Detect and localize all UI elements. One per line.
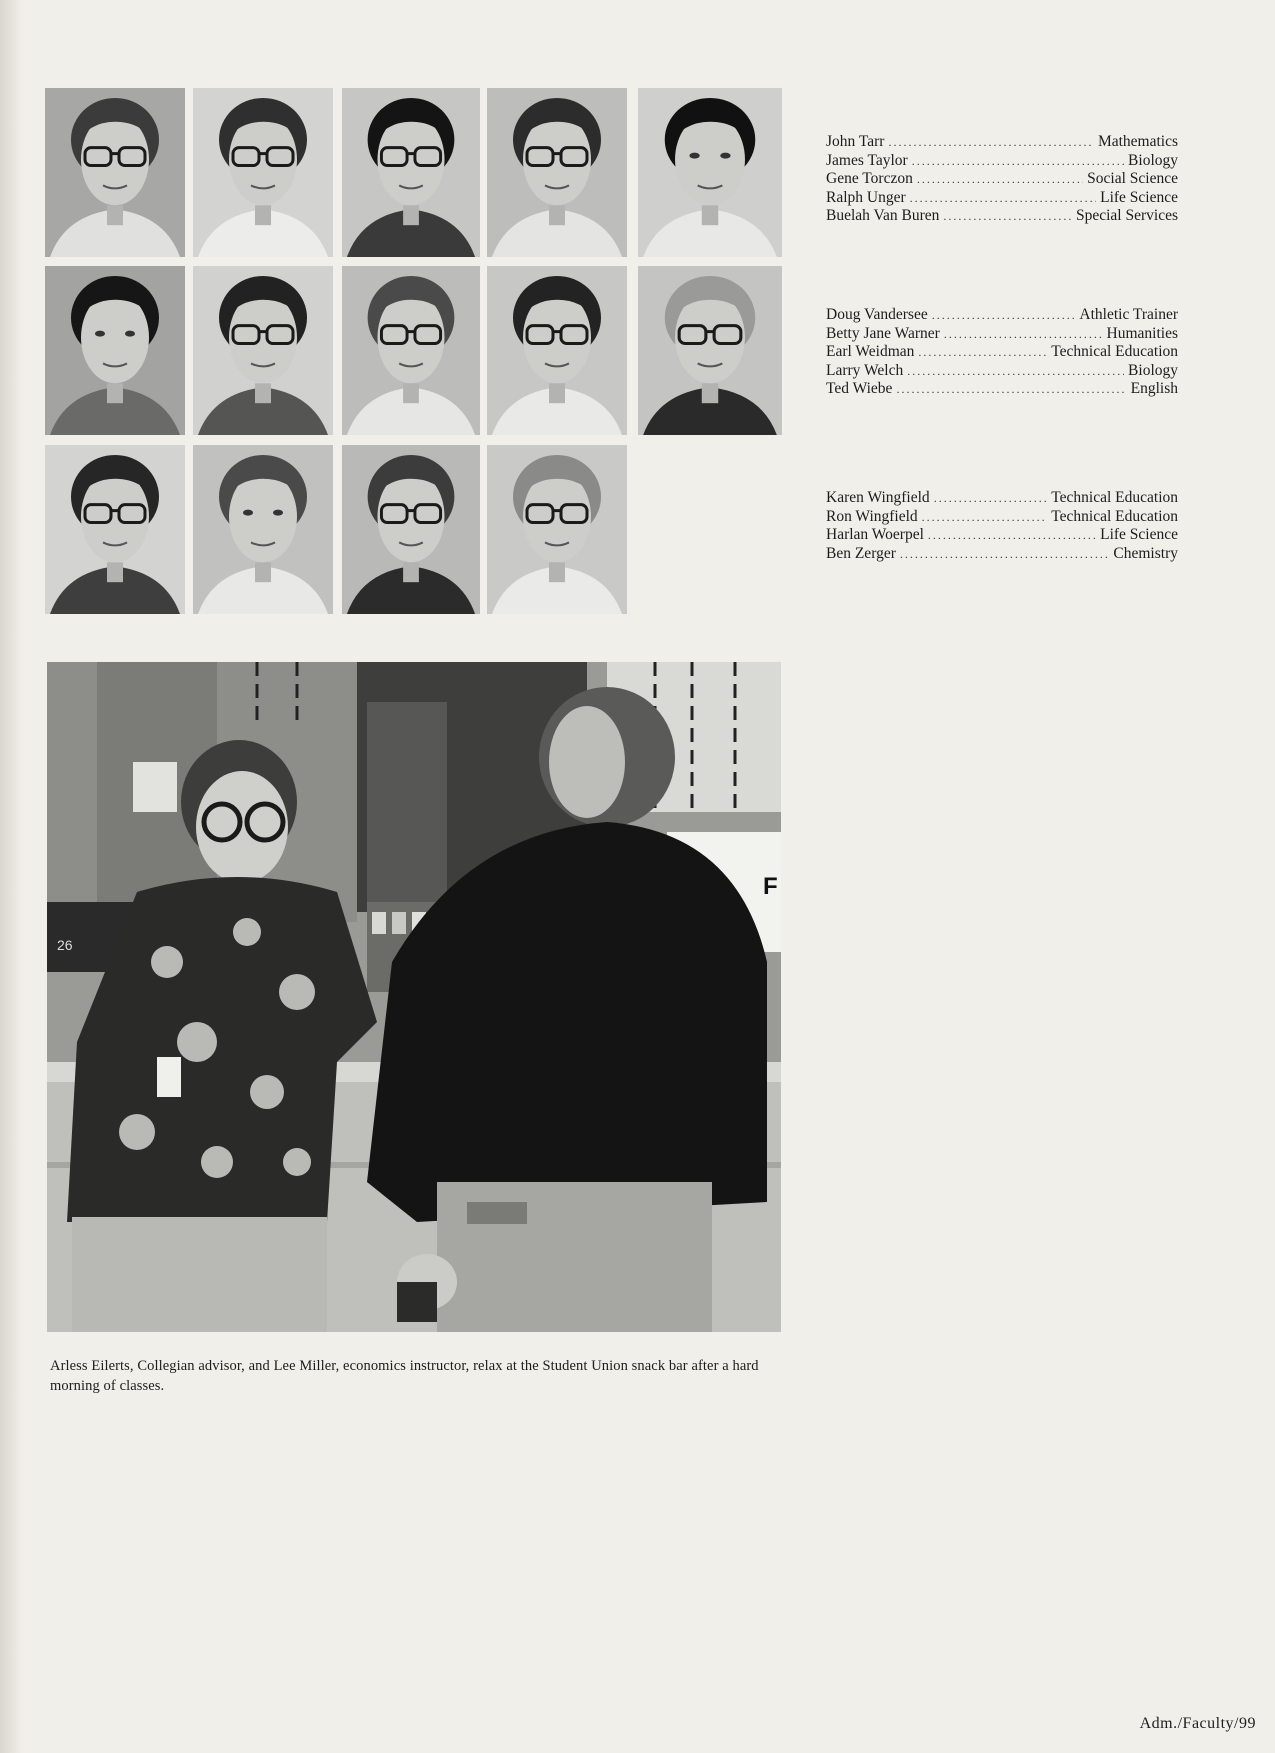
- roster-group: [826, 306, 1178, 399]
- roster-entry: [826, 306, 1178, 325]
- faculty-portrait: [487, 88, 627, 257]
- leader-dots: [943, 207, 1072, 226]
- leader-dots: [888, 133, 1093, 152]
- faculty-department: Chemistry: [1113, 544, 1178, 562]
- faculty-name: Betty Jane Warner: [826, 324, 940, 342]
- leader-dots: [912, 152, 1124, 171]
- faculty-name: Karen Wingfield: [826, 489, 930, 506]
- faculty-portrait: [342, 445, 480, 614]
- roster-entry: [826, 152, 1178, 171]
- photo-caption: Arless Eilerts, Collegian advisor, and Lee Miller, economics instructor, relax at the Student Union snack bar after a hard morning of classes.: [50, 1358, 759, 1394]
- faculty-department: English: [1130, 380, 1178, 397]
- faculty-portrait: [193, 88, 333, 257]
- faculty-portrait: [638, 266, 782, 435]
- roster-entry: [826, 170, 1178, 189]
- leader-dots: [917, 170, 1083, 189]
- roster-entry: [826, 207, 1178, 226]
- roster-group: [826, 133, 1178, 226]
- leader-dots: [900, 545, 1110, 564]
- roster-group: [826, 489, 1178, 563]
- leader-dots: [932, 306, 1076, 325]
- leader-dots: [928, 526, 1096, 545]
- faculty-department: Mathematics: [1097, 133, 1178, 150]
- faculty-portrait: [638, 88, 782, 257]
- roster-entry: [826, 133, 1178, 152]
- leader-dots: [934, 489, 1048, 508]
- faculty-name: Buelah Van Buren: [826, 207, 940, 224]
- faculty-name: Doug Vandersee: [826, 306, 928, 323]
- faculty-department: Special Services: [1075, 207, 1178, 224]
- roster-entry: [826, 325, 1178, 344]
- faculty-department: Social Science: [1087, 170, 1178, 187]
- faculty-department: Technical Education: [1051, 343, 1178, 360]
- faculty-portrait: [193, 266, 333, 435]
- faculty-name: John Tarr: [826, 133, 885, 150]
- roster-entry: [826, 489, 1178, 508]
- faculty-department: Technical Education: [1051, 489, 1178, 506]
- faculty-department: Athletic Trainer: [1079, 306, 1178, 323]
- roster-entry: [826, 526, 1178, 545]
- counter-sign-letter: F: [763, 873, 778, 900]
- roster-entry: [826, 343, 1178, 362]
- leader-dots: [907, 362, 1124, 381]
- roster-entry: [826, 362, 1178, 381]
- faculty-department: Biology: [1128, 361, 1178, 379]
- leader-dots: [922, 508, 1048, 527]
- leader-dots: [918, 343, 1047, 362]
- faculty-department: Life Science: [1100, 526, 1178, 543]
- leader-dots: [910, 189, 1096, 208]
- faculty-portrait: [487, 266, 627, 435]
- faculty-name: Ron Wingfield: [826, 507, 918, 525]
- faculty-name: James Taylor: [826, 151, 908, 169]
- faculty-department: Technical Education: [1051, 507, 1178, 525]
- faculty-portrait: [45, 88, 185, 257]
- faculty-portrait: [342, 88, 480, 257]
- leader-dots: [896, 380, 1126, 399]
- faculty-name: Ralph Unger: [826, 188, 906, 206]
- faculty-name: Earl Weidman: [826, 343, 915, 360]
- faculty-name: Ted Wiebe: [826, 380, 893, 397]
- faculty-name: Gene Torczon: [826, 170, 913, 187]
- faculty-portrait: [342, 266, 480, 435]
- faculty-name: Harlan Woerpel: [826, 526, 924, 543]
- faculty-department: Biology: [1128, 151, 1178, 169]
- roster-entry: [826, 508, 1178, 527]
- roster-entry: [826, 189, 1178, 208]
- register-sign: 26: [57, 937, 73, 953]
- faculty-portrait: [45, 266, 185, 435]
- faculty-name: Larry Welch: [826, 361, 904, 379]
- binding-shadow: [0, 0, 22, 1753]
- snack-bar-photo: [47, 662, 781, 1332]
- faculty-portrait: [193, 445, 333, 614]
- roster-entry: [826, 380, 1178, 399]
- faculty-portrait: [45, 445, 185, 614]
- leader-dots: [944, 325, 1103, 344]
- faculty-department: Humanities: [1106, 324, 1178, 342]
- page-folio: Adm./Faculty/99: [1139, 1715, 1256, 1732]
- faculty-portrait: [487, 445, 627, 614]
- faculty-department: Life Science: [1100, 188, 1178, 206]
- faculty-name: Ben Zerger: [826, 544, 896, 562]
- roster-entry: [826, 545, 1178, 564]
